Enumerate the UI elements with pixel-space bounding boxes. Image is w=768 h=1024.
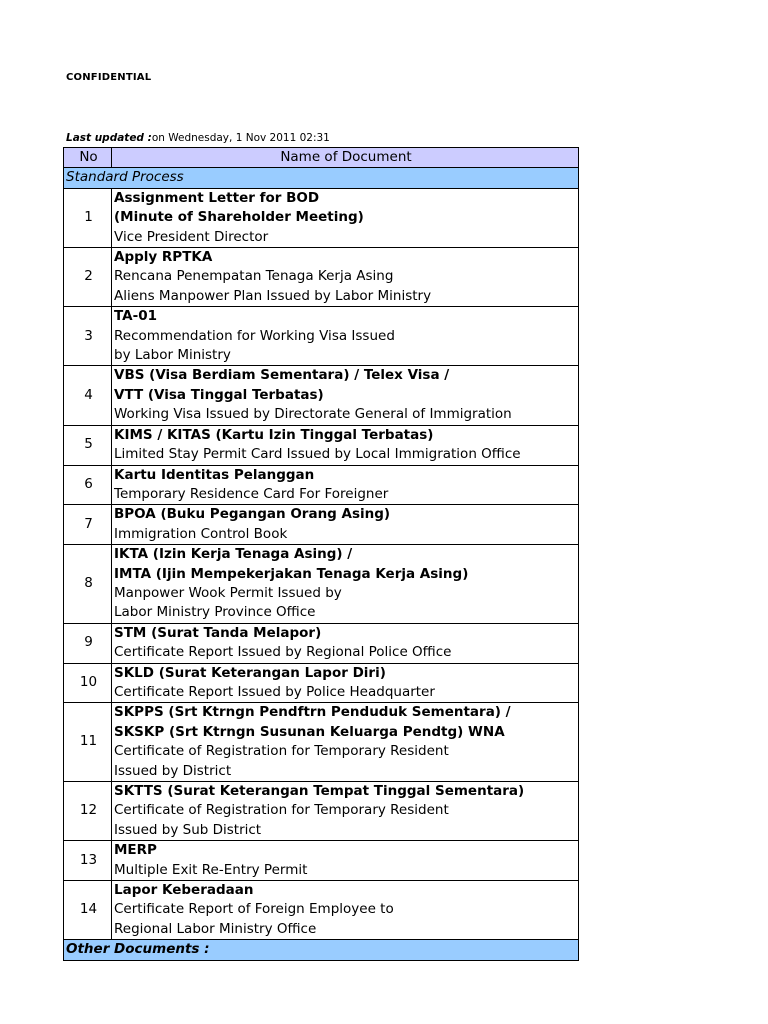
document-description: Certificate Report Issued by Regional Police Office xyxy=(114,644,452,661)
row-number: 13 xyxy=(64,841,112,881)
document-description: Multiple Exit Re-Entry Permit xyxy=(114,861,308,878)
document-title: Apply RPTKA xyxy=(114,249,213,266)
document-title: TA-01 xyxy=(114,308,157,325)
table-row xyxy=(64,881,579,940)
table-row xyxy=(64,465,579,505)
document-title: VBS (Visa Berdiam Sementara) / Telex Visa / xyxy=(114,367,450,384)
document-description: Aliens Manpower Plan Issued by Labor Ministry xyxy=(114,287,432,304)
document-description: Recommendation for Working Visa Issued xyxy=(114,327,395,344)
document-description: Immigration Control Book xyxy=(114,525,288,542)
document-description: Rencana Penempatan Tenaga Kerja Asing xyxy=(114,268,394,285)
document-description: Certificate of Registration for Temporary Resident xyxy=(114,802,449,819)
document-title: SKTTS (Surat Keterangan Tempat Tinggal Sementara) xyxy=(114,783,525,799)
table-row xyxy=(64,425,579,465)
row-number: 10 xyxy=(64,663,112,703)
section-label: Other Documents : xyxy=(64,940,579,960)
document-description: by Labor Ministry xyxy=(114,347,231,364)
row-number: 6 xyxy=(64,465,112,505)
row-number: 11 xyxy=(64,703,112,782)
confidential-label: CONFIDENTIAL xyxy=(66,72,152,83)
document-description: Working Visa Issued by Directorate General of Immigration xyxy=(114,406,512,423)
last-updated-label: Last updated : xyxy=(66,132,152,144)
section-other-documents xyxy=(64,940,579,960)
row-number: 8 xyxy=(64,545,112,624)
document-name-cell xyxy=(112,703,579,782)
row-number: 7 xyxy=(64,505,112,545)
table-row xyxy=(64,505,579,545)
document-title: IMTA (Ijin Mempekerjakan Tenaga Kerja Asing) xyxy=(114,565,469,582)
document-table xyxy=(63,147,579,961)
table-row xyxy=(64,623,579,663)
document-title: KIMS / KITAS (Kartu Izin Tinggal Terbatas) xyxy=(114,426,434,443)
document-description: Temporary Residence Card For Foreigner xyxy=(114,485,389,502)
document-description: Manpower Wook Permit Issued by xyxy=(114,584,342,601)
table-header-row xyxy=(64,148,579,168)
row-number: 12 xyxy=(64,782,112,841)
document-title: MERP xyxy=(114,842,157,859)
document-title: Assignment Letter for BOD xyxy=(114,189,320,206)
document-title: Kartu Identitas Pelanggan xyxy=(114,466,315,483)
document-description: Certificate Report Issued by Police Headquarter xyxy=(114,683,435,700)
column-header-no: No xyxy=(64,148,112,168)
document-description: Limited Stay Permit Card Issued by Local Immigration Office xyxy=(114,446,521,463)
table-row xyxy=(64,782,579,841)
table-row xyxy=(64,545,579,624)
last-updated-value: on Wednesday, 1 Nov 2011 02:31 xyxy=(151,132,330,144)
document-title: VTT (Visa Tinggal Terbatas) xyxy=(114,386,324,403)
document-title: Lapor Keberadaan xyxy=(114,882,254,899)
document-name-cell xyxy=(112,465,579,505)
document-name-cell xyxy=(112,545,579,624)
row-number: 3 xyxy=(64,307,112,366)
document-title: STM (Surat Tanda Melapor) xyxy=(114,624,322,641)
document-title: SKSKP (Srt Ktrngn Susunan Keluarga Pendtg) WNA xyxy=(114,723,505,740)
table-row xyxy=(64,307,579,366)
table-row xyxy=(64,188,579,247)
document-title: (Minute of Shareholder Meeting) xyxy=(114,209,364,226)
document-name-cell xyxy=(112,425,579,465)
document-name-cell xyxy=(112,881,579,940)
document-description: Labor Ministry Province Office xyxy=(114,604,316,621)
document-name-cell xyxy=(112,782,579,841)
row-number: 2 xyxy=(64,248,112,307)
row-number: 1 xyxy=(64,188,112,247)
document-name-cell xyxy=(112,841,579,881)
document-name-cell xyxy=(112,366,579,425)
document-title: SKPPS (Srt Ktrngn Pendftrn Penduduk Sementara) / xyxy=(114,704,511,721)
document-name-cell xyxy=(112,623,579,663)
row-number: 9 xyxy=(64,623,112,663)
table-row xyxy=(64,248,579,307)
row-number: 14 xyxy=(64,881,112,940)
document-description: Regional Labor Ministry Office xyxy=(114,920,317,937)
section-standard-process xyxy=(64,168,579,188)
table-row xyxy=(64,663,579,703)
document-description: Certificate Report of Foreign Employee to xyxy=(114,901,394,918)
document-description: Certificate of Registration for Temporary Resident xyxy=(114,743,449,760)
table-row xyxy=(64,703,579,782)
document-description: Issued by District xyxy=(114,762,232,779)
document-name-cell xyxy=(112,188,579,247)
document-description: Vice President Director xyxy=(114,228,269,245)
document-description: Issued by Sub District xyxy=(114,821,262,838)
column-header-name: Name of Document xyxy=(112,148,579,168)
row-number: 4 xyxy=(64,366,112,425)
document-name-cell xyxy=(112,505,579,545)
section-label: Standard Process xyxy=(64,168,579,188)
row-number: 5 xyxy=(64,425,112,465)
document-title: BPOA (Buku Pegangan Orang Asing) xyxy=(114,506,391,523)
document-name-cell xyxy=(112,663,579,703)
table-row xyxy=(64,366,579,425)
document-title: IKTA (Izin Kerja Tenaga Asing) / xyxy=(114,546,353,563)
document-title: SKLD (Surat Keterangan Lapor Diri) xyxy=(114,664,386,681)
document-name-cell xyxy=(112,307,579,366)
table-row xyxy=(64,841,579,881)
last-updated xyxy=(66,132,330,144)
document-name-cell xyxy=(112,248,579,307)
